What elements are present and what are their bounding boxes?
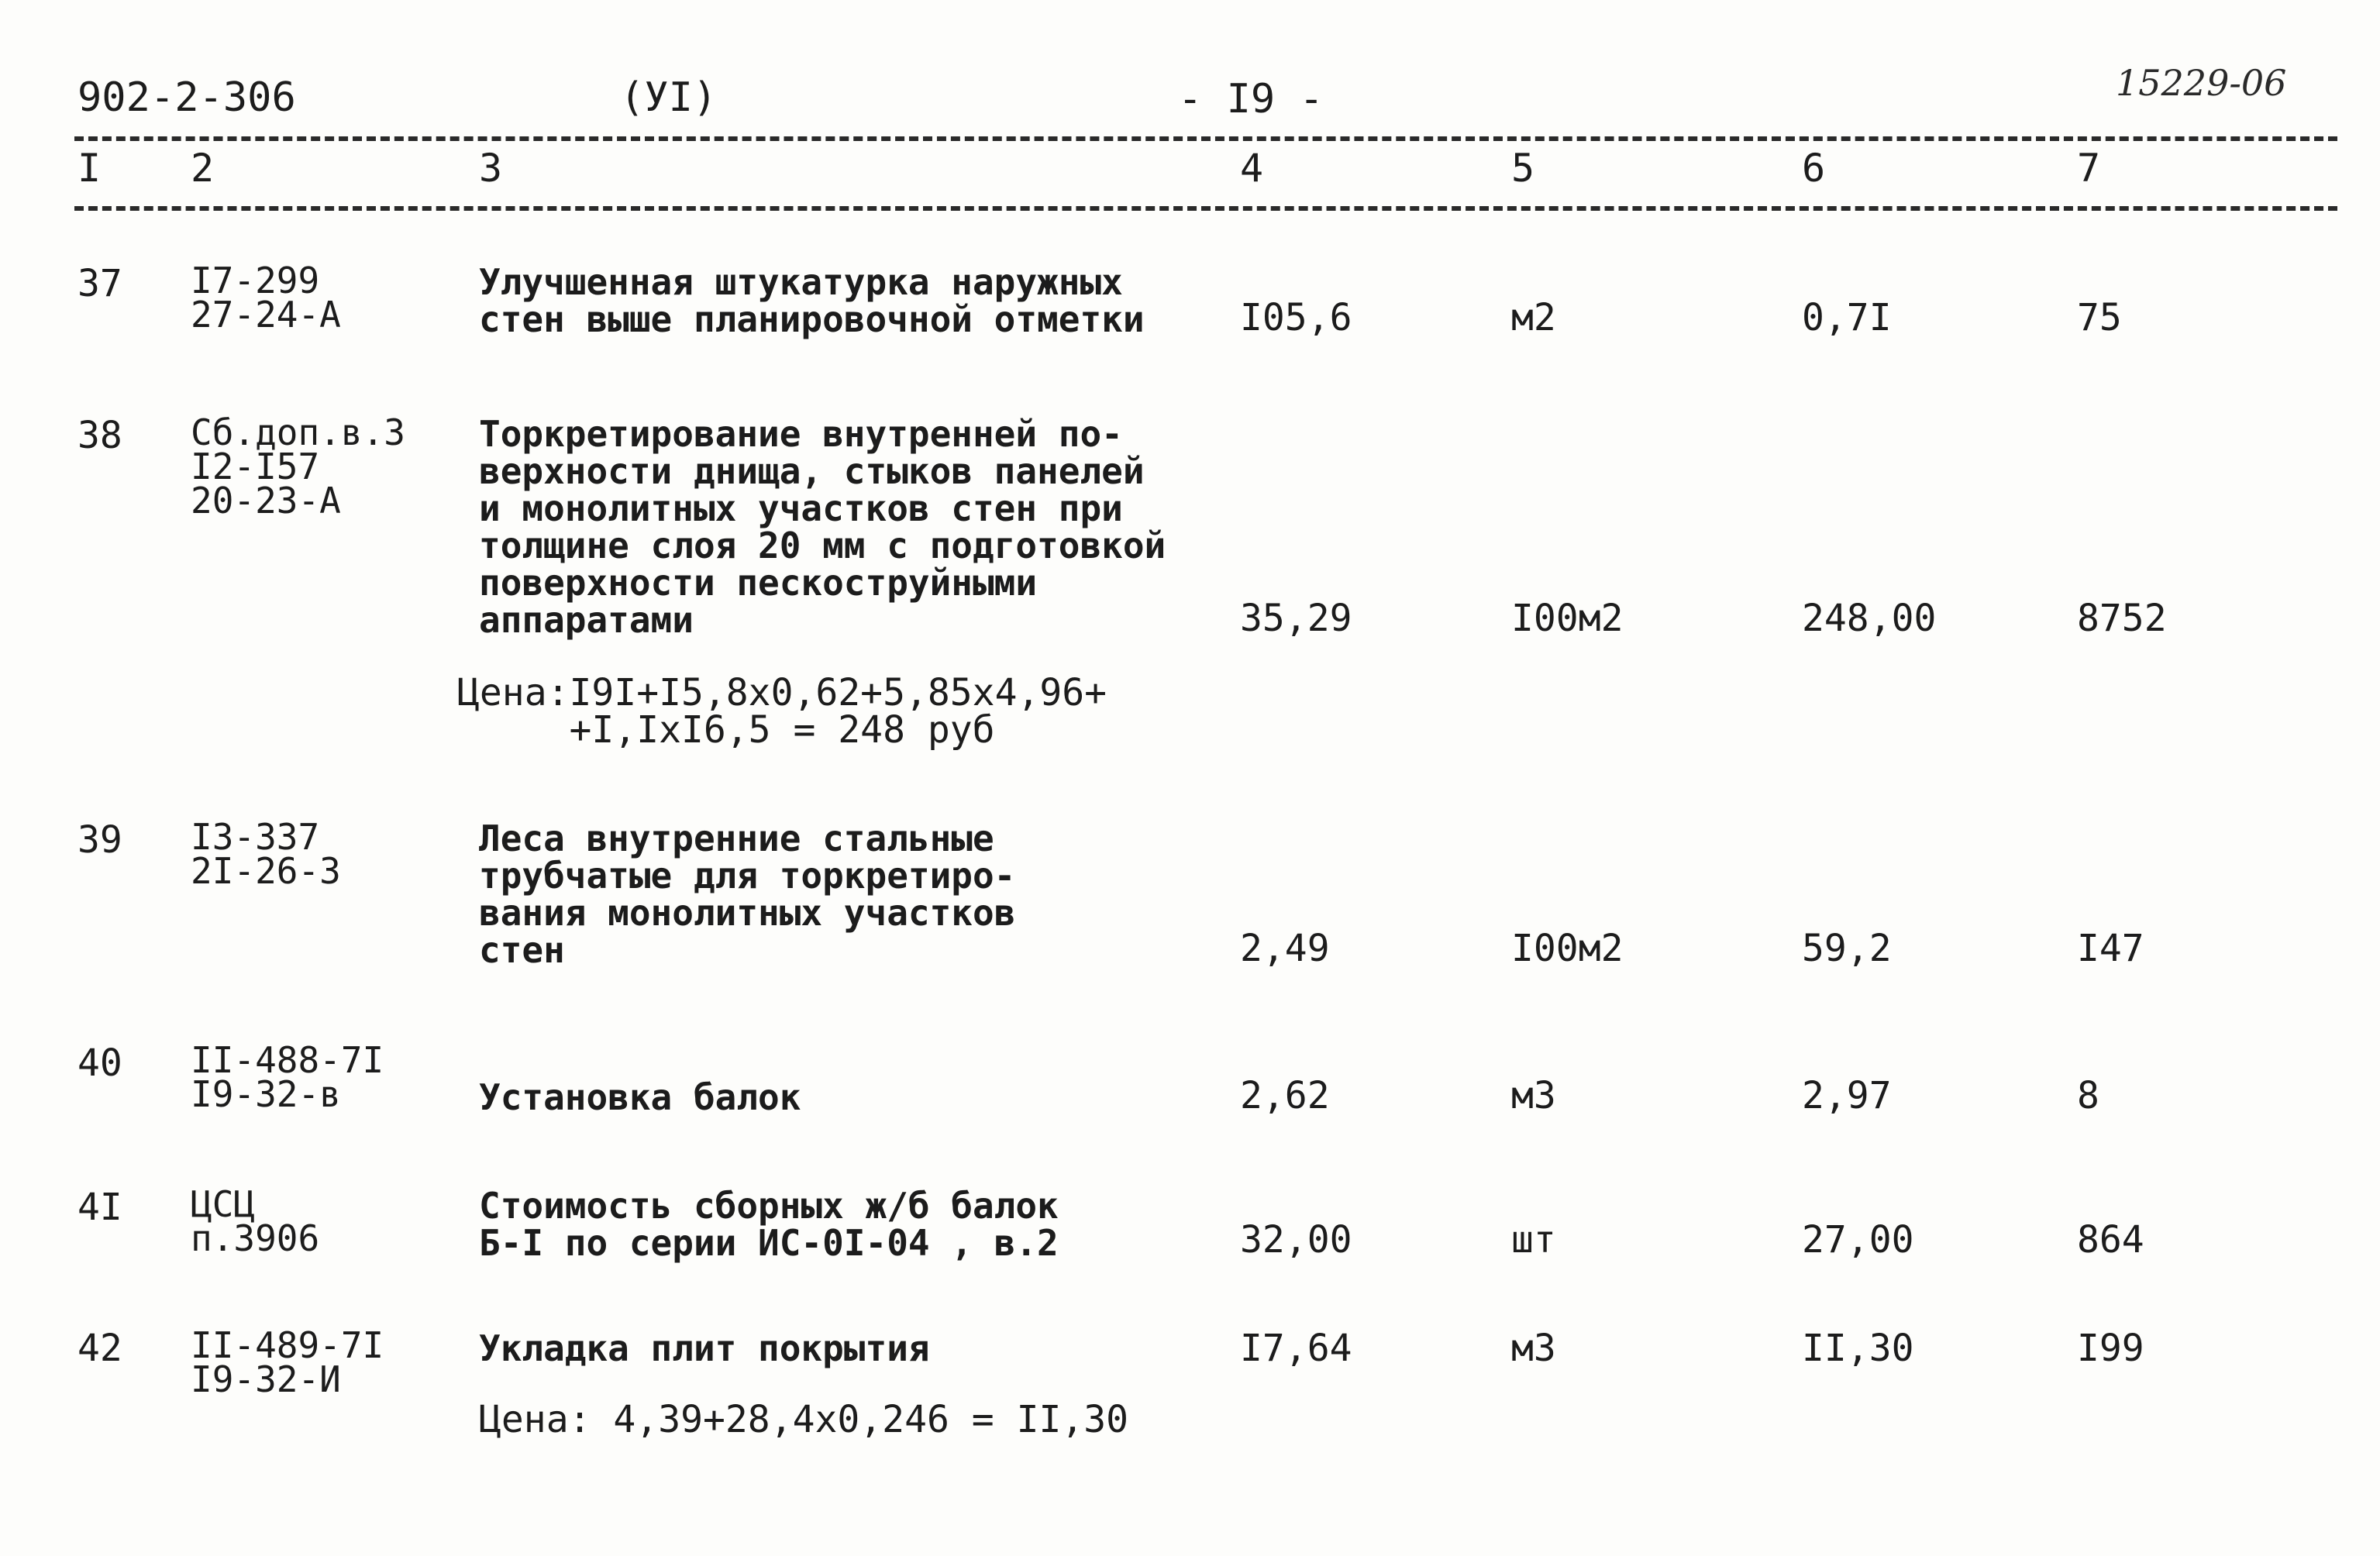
- column-header-1: I: [77, 146, 102, 191]
- column-header-5: 5: [1511, 146, 1535, 191]
- header-dashed-rule: [74, 206, 2337, 211]
- row-description-line: Укладка плит покрытия: [479, 1327, 930, 1369]
- row-description-line: Торкретирование внутренней по-: [479, 413, 1123, 455]
- row-description-line: Леса внутренние стальные: [479, 818, 994, 859]
- row-number: 40: [77, 1041, 122, 1085]
- row-cost: 8: [2077, 1074, 2099, 1117]
- row-price: 2,97: [1802, 1074, 1892, 1117]
- row-description-line: толщине слоя 20 мм с подготовкой: [479, 525, 1166, 566]
- row-cost: I99: [2077, 1327, 2144, 1370]
- row-cost: 864: [2077, 1218, 2144, 1262]
- row-code: II-488-7I: [191, 1039, 384, 1081]
- row-unit: м3: [1511, 1074, 1556, 1117]
- row-code: I7-299: [191, 260, 320, 301]
- row-code: 20-23-А: [191, 480, 341, 522]
- row-number: 42: [77, 1327, 122, 1370]
- row-unit: м2: [1511, 296, 1556, 339]
- row-quantity: 2,62: [1240, 1074, 1330, 1117]
- section-number: (УI): [620, 74, 718, 121]
- row-price: 248,00: [1802, 597, 1937, 640]
- row-quantity: I7,64: [1240, 1327, 1352, 1370]
- row-code: ЦСЦ: [191, 1183, 256, 1225]
- row-price: II,30: [1802, 1327, 1914, 1370]
- row-code: I2-I57: [191, 446, 320, 487]
- row-quantity: 32,00: [1240, 1218, 1352, 1262]
- row-quantity: 2,49: [1240, 927, 1330, 970]
- row-unit: I00м2: [1511, 927, 1624, 970]
- row-cost: 8752: [2077, 597, 2167, 640]
- row-description-line: трубчатые для торкретиро-: [479, 855, 1016, 897]
- price-calculation-note: Цена:I9I+I5,8x0,62+5,85x4,96+: [457, 671, 1107, 714]
- row-description-line: стен: [479, 929, 565, 971]
- row-code: II-489-7I: [191, 1324, 384, 1366]
- row-unit: м3: [1511, 1327, 1556, 1370]
- row-code: Сб.доп.в.3: [191, 411, 405, 453]
- row-description-line: Стоимость сборных ж/б балок: [479, 1185, 1059, 1227]
- row-description-line: стен выше планировочной отметки: [479, 298, 1145, 340]
- row-number: 38: [77, 414, 122, 457]
- document-code: 902-2-306: [77, 74, 296, 121]
- page-number: - I9 -: [1178, 76, 1324, 122]
- column-header-2: 2: [191, 146, 215, 191]
- row-cost: I47: [2077, 927, 2144, 970]
- row-quantity: 35,29: [1240, 597, 1352, 640]
- row-code: I9-32-в: [191, 1073, 341, 1115]
- top-dashed-rule: [74, 136, 2337, 141]
- row-description-line: верхности днища, стыков панелей: [479, 450, 1145, 492]
- row-code: 2I-26-3: [191, 850, 341, 892]
- row-number: 39: [77, 818, 122, 862]
- row-description-line: и монолитных участков стен при: [479, 487, 1123, 529]
- row-number: 4I: [77, 1186, 122, 1229]
- handwritten-reference: 15229-06: [2116, 62, 2287, 104]
- row-unit: I00м2: [1511, 597, 1624, 640]
- row-description-line: поверхности пескоструйными: [479, 562, 1038, 604]
- row-description-line: вания монолитных участков: [479, 892, 1016, 934]
- row-cost: 75: [2077, 296, 2122, 339]
- row-code: I3-337: [191, 816, 320, 858]
- row-quantity: I05,6: [1240, 296, 1352, 339]
- price-calculation-note: +I,IxI6,5 = 248 руб: [457, 708, 995, 752]
- price-calculation-note: Цена: 4,39+28,4x0,246 = II,30: [479, 1398, 1129, 1441]
- row-code: п.3906: [191, 1217, 320, 1259]
- column-header-4: 4: [1240, 146, 1264, 191]
- column-header-3: 3: [479, 146, 503, 191]
- row-code: 27-24-А: [191, 294, 341, 336]
- column-header-7: 7: [2077, 146, 2101, 191]
- row-number: 37: [77, 262, 122, 305]
- row-description-line: Установка балок: [479, 1076, 801, 1118]
- row-price: 0,7I: [1802, 296, 1892, 339]
- row-price: 59,2: [1802, 927, 1892, 970]
- column-header-6: 6: [1802, 146, 1826, 191]
- row-code: I9-32-И: [191, 1358, 341, 1400]
- row-unit: шт: [1511, 1218, 1556, 1262]
- row-price: 27,00: [1802, 1218, 1914, 1262]
- row-description-line: аппаратами: [479, 599, 694, 641]
- row-description-line: Б-I по серии ИС-0I-04 , в.2: [479, 1222, 1059, 1264]
- row-description-line: Улучшенная штукатурка наружных: [479, 261, 1123, 303]
